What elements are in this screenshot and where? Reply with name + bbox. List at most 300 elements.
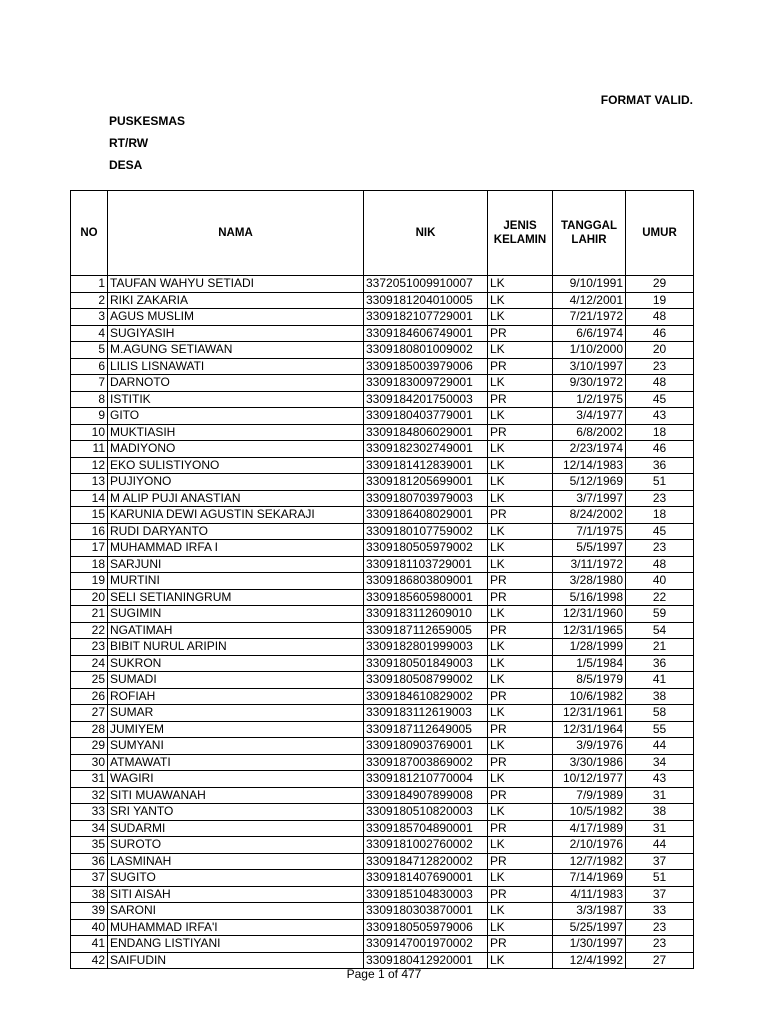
row-no: 20 <box>71 589 108 606</box>
row-no: 42 <box>71 952 108 969</box>
row-umur: 21 <box>626 639 694 656</box>
table-row <box>71 523 694 540</box>
row-jenis-kelamin: PR <box>488 721 553 738</box>
row-nik: 3309181103729001 <box>364 556 488 573</box>
row-nama: BIBIT NURUL ARIPIN <box>108 639 364 656</box>
row-nama: SARONI <box>108 903 364 920</box>
row-jenis-kelamin: PR <box>488 820 553 837</box>
table-row <box>71 919 694 936</box>
row-no: 21 <box>71 606 108 623</box>
row-tanggal-lahir: 12/31/1964 <box>553 721 626 738</box>
row-tanggal-lahir: 1/10/2000 <box>553 342 626 359</box>
row-jenis-kelamin: LK <box>488 655 553 672</box>
table-row <box>71 837 694 854</box>
row-tanggal-lahir: 7/21/1972 <box>553 309 626 326</box>
table-row <box>71 639 694 656</box>
row-nama: DARNOTO <box>108 375 364 392</box>
row-umur: 58 <box>626 705 694 722</box>
row-nama: ISTITIK <box>108 391 364 408</box>
table-body <box>71 276 694 969</box>
row-nik: 3309187112659005 <box>364 622 488 639</box>
table-row <box>71 342 694 359</box>
row-nik: 3372051009910007 <box>364 276 488 293</box>
row-tanggal-lahir: 1/5/1984 <box>553 655 626 672</box>
table-row <box>71 622 694 639</box>
row-nama: SUMAR <box>108 705 364 722</box>
row-no: 31 <box>71 771 108 788</box>
table-row <box>71 474 694 491</box>
row-nik: 3309186408029001 <box>364 507 488 524</box>
row-jenis-kelamin: LK <box>488 441 553 458</box>
row-no: 13 <box>71 474 108 491</box>
row-umur: 37 <box>626 886 694 903</box>
row-umur: 33 <box>626 903 694 920</box>
row-umur: 22 <box>626 589 694 606</box>
row-tanggal-lahir: 2/23/1974 <box>553 441 626 458</box>
row-nik: 3309147001970002 <box>364 936 488 953</box>
row-no: 26 <box>71 688 108 705</box>
row-nik: 3309182302749001 <box>364 441 488 458</box>
row-umur: 27 <box>626 952 694 969</box>
col-header-umur: UMUR <box>626 191 694 276</box>
row-jenis-kelamin: PR <box>488 424 553 441</box>
row-no: 25 <box>71 672 108 689</box>
row-jenis-kelamin: LK <box>488 523 553 540</box>
table-row <box>71 556 694 573</box>
row-nama: RIKI ZAKARIA <box>108 292 364 309</box>
row-umur: 46 <box>626 325 694 342</box>
row-jenis-kelamin: LK <box>488 540 553 557</box>
row-umur: 48 <box>626 309 694 326</box>
row-tanggal-lahir: 8/5/1979 <box>553 672 626 689</box>
row-no: 8 <box>71 391 108 408</box>
row-no: 22 <box>71 622 108 639</box>
row-tanggal-lahir: 12/7/1982 <box>553 853 626 870</box>
row-nama: M ALIP PUJI ANASTIAN <box>108 490 364 507</box>
row-nik: 3309180501849003 <box>364 655 488 672</box>
row-nama: RUDI DARYANTO <box>108 523 364 540</box>
row-nama: ENDANG LISTIYANI <box>108 936 364 953</box>
row-nik: 3309180505979006 <box>364 919 488 936</box>
row-umur: 36 <box>626 457 694 474</box>
row-jenis-kelamin: PR <box>488 589 553 606</box>
row-no: 17 <box>71 540 108 557</box>
row-jenis-kelamin: LK <box>488 457 553 474</box>
page-number: Page 1 of 477 <box>346 967 422 981</box>
row-umur: 51 <box>626 870 694 887</box>
row-nik: 3309184806029001 <box>364 424 488 441</box>
table-row <box>71 804 694 821</box>
row-jenis-kelamin: LK <box>488 771 553 788</box>
row-no: 5 <box>71 342 108 359</box>
row-nama: SUMYANI <box>108 738 364 755</box>
row-umur: 23 <box>626 936 694 953</box>
row-tanggal-lahir: 5/5/1997 <box>553 540 626 557</box>
row-umur: 40 <box>626 573 694 590</box>
row-nik: 3309183112619003 <box>364 705 488 722</box>
row-umur: 46 <box>626 441 694 458</box>
row-nik: 3309184606749001 <box>364 325 488 342</box>
row-nama: MURTINI <box>108 573 364 590</box>
puskesmas-label: PUSKESMAS <box>109 114 186 128</box>
row-tanggal-lahir: 12/4/1992 <box>553 952 626 969</box>
row-umur: 23 <box>626 490 694 507</box>
table-row <box>71 721 694 738</box>
row-tanggal-lahir: 1/2/1975 <box>553 391 626 408</box>
row-nama: EKO SULISTIYONO <box>108 457 364 474</box>
table-row <box>71 441 694 458</box>
row-nama: NGATIMAH <box>108 622 364 639</box>
row-nama: MUKTIASIH <box>108 424 364 441</box>
row-nik: 3309184907899008 <box>364 787 488 804</box>
row-nik: 3309181412839001 <box>364 457 488 474</box>
row-no: 35 <box>71 837 108 854</box>
row-nik: 3309180510820003 <box>364 804 488 821</box>
row-nik: 3309186803809001 <box>364 573 488 590</box>
row-umur: 37 <box>626 853 694 870</box>
row-nik: 3309181407690001 <box>364 870 488 887</box>
row-no: 10 <box>71 424 108 441</box>
row-jenis-kelamin: LK <box>488 474 553 491</box>
row-no: 30 <box>71 754 108 771</box>
row-no: 6 <box>71 358 108 375</box>
row-jenis-kelamin: LK <box>488 408 553 425</box>
table-header-row <box>71 191 694 276</box>
row-jenis-kelamin: LK <box>488 276 553 293</box>
row-nama: SUROTO <box>108 837 364 854</box>
table-row <box>71 738 694 755</box>
row-tanggal-lahir: 4/12/2001 <box>553 292 626 309</box>
row-nama: SUMADI <box>108 672 364 689</box>
table-row <box>71 573 694 590</box>
row-tanggal-lahir: 8/24/2002 <box>553 507 626 524</box>
table-row <box>71 886 694 903</box>
row-jenis-kelamin: LK <box>488 490 553 507</box>
row-nama: MUHAMMAD IRFA I <box>108 540 364 557</box>
row-umur: 31 <box>626 820 694 837</box>
table-row <box>71 771 694 788</box>
row-no: 40 <box>71 919 108 936</box>
row-nik: 3309180903769001 <box>364 738 488 755</box>
row-nik: 3309185605980001 <box>364 589 488 606</box>
row-jenis-kelamin: LK <box>488 919 553 936</box>
table-row <box>71 325 694 342</box>
table-row <box>71 870 694 887</box>
row-tanggal-lahir: 5/12/1969 <box>553 474 626 491</box>
row-jenis-kelamin: PR <box>488 688 553 705</box>
row-jenis-kelamin: PR <box>488 391 553 408</box>
row-jenis-kelamin: PR <box>488 358 553 375</box>
row-nama: SUGIMIN <box>108 606 364 623</box>
row-tanggal-lahir: 1/28/1999 <box>553 639 626 656</box>
row-nik: 3309180801009002 <box>364 342 488 359</box>
row-tanggal-lahir: 12/14/1983 <box>553 457 626 474</box>
row-umur: 55 <box>626 721 694 738</box>
row-umur: 19 <box>626 292 694 309</box>
row-no: 33 <box>71 804 108 821</box>
row-umur: 36 <box>626 655 694 672</box>
row-no: 16 <box>71 523 108 540</box>
col-header-jenis-kelamin <box>488 191 553 276</box>
row-umur: 29 <box>626 276 694 293</box>
row-tanggal-lahir: 10/6/1982 <box>553 688 626 705</box>
row-umur: 44 <box>626 738 694 755</box>
row-jenis-kelamin: PR <box>488 622 553 639</box>
row-jenis-kelamin: PR <box>488 507 553 524</box>
row-tanggal-lahir: 3/30/1986 <box>553 754 626 771</box>
row-nama: KARUNIA DEWI AGUSTIN SEKARAJI <box>108 507 364 524</box>
row-nik: 3309182801999003 <box>364 639 488 656</box>
row-nama: SITI AISAH <box>108 886 364 903</box>
format-label: FORMAT VALID. <box>600 93 693 107</box>
row-nama: JUMIYEM <box>108 721 364 738</box>
table-row <box>71 309 694 326</box>
table-row <box>71 276 694 293</box>
table-row <box>71 292 694 309</box>
row-no: 29 <box>71 738 108 755</box>
table-row <box>71 424 694 441</box>
row-no: 1 <box>71 276 108 293</box>
row-nama: GITO <box>108 408 364 425</box>
row-nik: 3309180508799002 <box>364 672 488 689</box>
rtrw-label: RT/RW <box>109 136 149 150</box>
row-jenis-kelamin: PR <box>488 754 553 771</box>
row-tanggal-lahir: 12/31/1961 <box>553 705 626 722</box>
row-jenis-kelamin: LK <box>488 606 553 623</box>
row-umur: 45 <box>626 391 694 408</box>
row-jenis-kelamin: LK <box>488 556 553 573</box>
desa-label: DESA <box>109 158 143 172</box>
table-row <box>71 375 694 392</box>
table-row <box>71 754 694 771</box>
row-nama: SUGIYASIH <box>108 325 364 342</box>
row-no: 39 <box>71 903 108 920</box>
row-umur: 18 <box>626 507 694 524</box>
row-nama: LILIS LISNAWATI <box>108 358 364 375</box>
row-nama: PUJIYONO <box>108 474 364 491</box>
row-tanggal-lahir: 5/25/1997 <box>553 919 626 936</box>
row-jenis-kelamin: PR <box>488 325 553 342</box>
table-row <box>71 391 694 408</box>
row-jenis-kelamin: LK <box>488 342 553 359</box>
row-umur: 34 <box>626 754 694 771</box>
row-no: 24 <box>71 655 108 672</box>
table-row <box>71 490 694 507</box>
col-header-nama: NAMA <box>108 191 364 276</box>
row-jenis-kelamin: LK <box>488 639 553 656</box>
table-row <box>71 457 694 474</box>
row-umur: 45 <box>626 523 694 540</box>
row-tanggal-lahir: 6/8/2002 <box>553 424 626 441</box>
row-nama: SITI MUAWANAH <box>108 787 364 804</box>
row-tanggal-lahir: 4/11/1983 <box>553 886 626 903</box>
row-umur: 38 <box>626 688 694 705</box>
table-row <box>71 936 694 953</box>
col-header-jenis-kelamin-line1: JENIS <box>503 220 537 232</box>
row-tanggal-lahir: 10/12/1977 <box>553 771 626 788</box>
row-tanggal-lahir: 7/9/1989 <box>553 787 626 804</box>
row-umur: 23 <box>626 919 694 936</box>
row-umur: 41 <box>626 672 694 689</box>
row-tanggal-lahir: 3/3/1987 <box>553 903 626 920</box>
row-no: 38 <box>71 886 108 903</box>
row-jenis-kelamin: PR <box>488 886 553 903</box>
row-nik: 3309180505979002 <box>364 540 488 557</box>
row-umur: 18 <box>626 424 694 441</box>
row-jenis-kelamin: LK <box>488 870 553 887</box>
row-nama: LASMINAH <box>108 853 364 870</box>
row-nama: SARJUNI <box>108 556 364 573</box>
row-nik: 3309187003869002 <box>364 754 488 771</box>
row-no: 32 <box>71 787 108 804</box>
row-nama: ATMAWATI <box>108 754 364 771</box>
row-no: 14 <box>71 490 108 507</box>
row-tanggal-lahir: 9/10/1991 <box>553 276 626 293</box>
row-nik: 3309180303870001 <box>364 903 488 920</box>
row-tanggal-lahir: 3/4/1977 <box>553 408 626 425</box>
row-nama: SRI YANTO <box>108 804 364 821</box>
table-row <box>71 787 694 804</box>
row-nama: SAIFUDIN <box>108 952 364 969</box>
row-no: 34 <box>71 820 108 837</box>
row-jenis-kelamin: PR <box>488 787 553 804</box>
row-tanggal-lahir: 1/30/1997 <box>553 936 626 953</box>
row-no: 9 <box>71 408 108 425</box>
row-jenis-kelamin: LK <box>488 705 553 722</box>
row-nik: 3309185003979006 <box>364 358 488 375</box>
row-tanggal-lahir: 3/10/1997 <box>553 358 626 375</box>
table-row <box>71 589 694 606</box>
row-umur: 51 <box>626 474 694 491</box>
row-nik: 3309183009729001 <box>364 375 488 392</box>
table-row <box>71 903 694 920</box>
row-nama: MUHAMMAD IRFA'I <box>108 919 364 936</box>
row-no: 19 <box>71 573 108 590</box>
row-nik: 3309185704890001 <box>364 820 488 837</box>
table-row <box>71 820 694 837</box>
row-no: 23 <box>71 639 108 656</box>
row-umur: 23 <box>626 540 694 557</box>
row-umur: 44 <box>626 837 694 854</box>
row-tanggal-lahir: 4/17/1989 <box>553 820 626 837</box>
row-no: 2 <box>71 292 108 309</box>
row-tanggal-lahir: 3/11/1972 <box>553 556 626 573</box>
row-no: 36 <box>71 853 108 870</box>
row-umur: 38 <box>626 804 694 821</box>
col-header-nik: NIK <box>364 191 488 276</box>
row-nama: M.AGUNG SETIAWAN <box>108 342 364 359</box>
row-tanggal-lahir: 6/6/1974 <box>553 325 626 342</box>
table-row <box>71 688 694 705</box>
row-jenis-kelamin: LK <box>488 672 553 689</box>
row-nik: 3309184610829002 <box>364 688 488 705</box>
row-no: 15 <box>71 507 108 524</box>
row-tanggal-lahir: 3/7/1997 <box>553 490 626 507</box>
table-row <box>71 606 694 623</box>
row-tanggal-lahir: 10/5/1982 <box>553 804 626 821</box>
row-umur: 48 <box>626 375 694 392</box>
row-jenis-kelamin: LK <box>488 804 553 821</box>
row-jenis-kelamin: PR <box>488 853 553 870</box>
row-no: 18 <box>71 556 108 573</box>
row-umur: 43 <box>626 771 694 788</box>
resident-table <box>70 190 694 969</box>
table-row <box>71 705 694 722</box>
row-no: 4 <box>71 325 108 342</box>
row-nama: WAGIRI <box>108 771 364 788</box>
row-nama: SELI SETIANINGRUM <box>108 589 364 606</box>
table-row <box>71 672 694 689</box>
row-jenis-kelamin: LK <box>488 952 553 969</box>
row-nik: 3309181210770004 <box>364 771 488 788</box>
row-tanggal-lahir: 7/14/1969 <box>553 870 626 887</box>
row-jenis-kelamin: LK <box>488 837 553 854</box>
row-umur: 20 <box>626 342 694 359</box>
row-nik: 3309181204010005 <box>364 292 488 309</box>
row-tanggal-lahir: 9/30/1972 <box>553 375 626 392</box>
row-tanggal-lahir: 3/9/1976 <box>553 738 626 755</box>
col-header-tanggal-lahir <box>553 191 626 276</box>
row-jenis-kelamin: LK <box>488 738 553 755</box>
row-nama: AGUS MUSLIM <box>108 309 364 326</box>
row-tanggal-lahir: 2/10/1976 <box>553 837 626 854</box>
table-row <box>71 655 694 672</box>
row-nik: 3309184201750003 <box>364 391 488 408</box>
row-umur: 59 <box>626 606 694 623</box>
row-no: 12 <box>71 457 108 474</box>
row-no: 41 <box>71 936 108 953</box>
row-nik: 3309180412920001 <box>364 952 488 969</box>
row-umur: 54 <box>626 622 694 639</box>
row-nik: 3309182107729001 <box>364 309 488 326</box>
col-header-tanggal-lahir-line2: LAHIR <box>571 234 607 246</box>
row-umur: 31 <box>626 787 694 804</box>
row-umur: 43 <box>626 408 694 425</box>
row-jenis-kelamin: LK <box>488 903 553 920</box>
col-header-tanggal-lahir-line1: TANGGAL <box>560 220 617 232</box>
row-nama: ROFIAH <box>108 688 364 705</box>
row-umur: 23 <box>626 358 694 375</box>
row-no: 28 <box>71 721 108 738</box>
row-nik: 3309185104830003 <box>364 886 488 903</box>
row-jenis-kelamin: PR <box>488 936 553 953</box>
row-no: 37 <box>71 870 108 887</box>
table-row <box>71 853 694 870</box>
row-nik: 3309180107759002 <box>364 523 488 540</box>
row-jenis-kelamin: LK <box>488 309 553 326</box>
row-nama: SUKRON <box>108 655 364 672</box>
row-jenis-kelamin: LK <box>488 292 553 309</box>
row-tanggal-lahir: 12/31/1965 <box>553 622 626 639</box>
table-row <box>71 540 694 557</box>
row-nik: 3309180703979003 <box>364 490 488 507</box>
row-nama: SUGITO <box>108 870 364 887</box>
row-umur: 48 <box>626 556 694 573</box>
row-no: 27 <box>71 705 108 722</box>
row-no: 11 <box>71 441 108 458</box>
row-tanggal-lahir: 3/28/1980 <box>553 573 626 590</box>
row-nama: MADIYONO <box>108 441 364 458</box>
row-jenis-kelamin: LK <box>488 375 553 392</box>
row-nik: 3309184712820002 <box>364 853 488 870</box>
col-header-jenis-kelamin-line2: KELAMIN <box>493 234 547 246</box>
row-nik: 3309181002760002 <box>364 837 488 854</box>
table-row <box>71 507 694 524</box>
row-jenis-kelamin: PR <box>488 573 553 590</box>
row-nama: TAUFAN WAHYU SETIADI <box>108 276 364 293</box>
row-nik: 3309181205699001 <box>364 474 488 491</box>
row-no: 3 <box>71 309 108 326</box>
